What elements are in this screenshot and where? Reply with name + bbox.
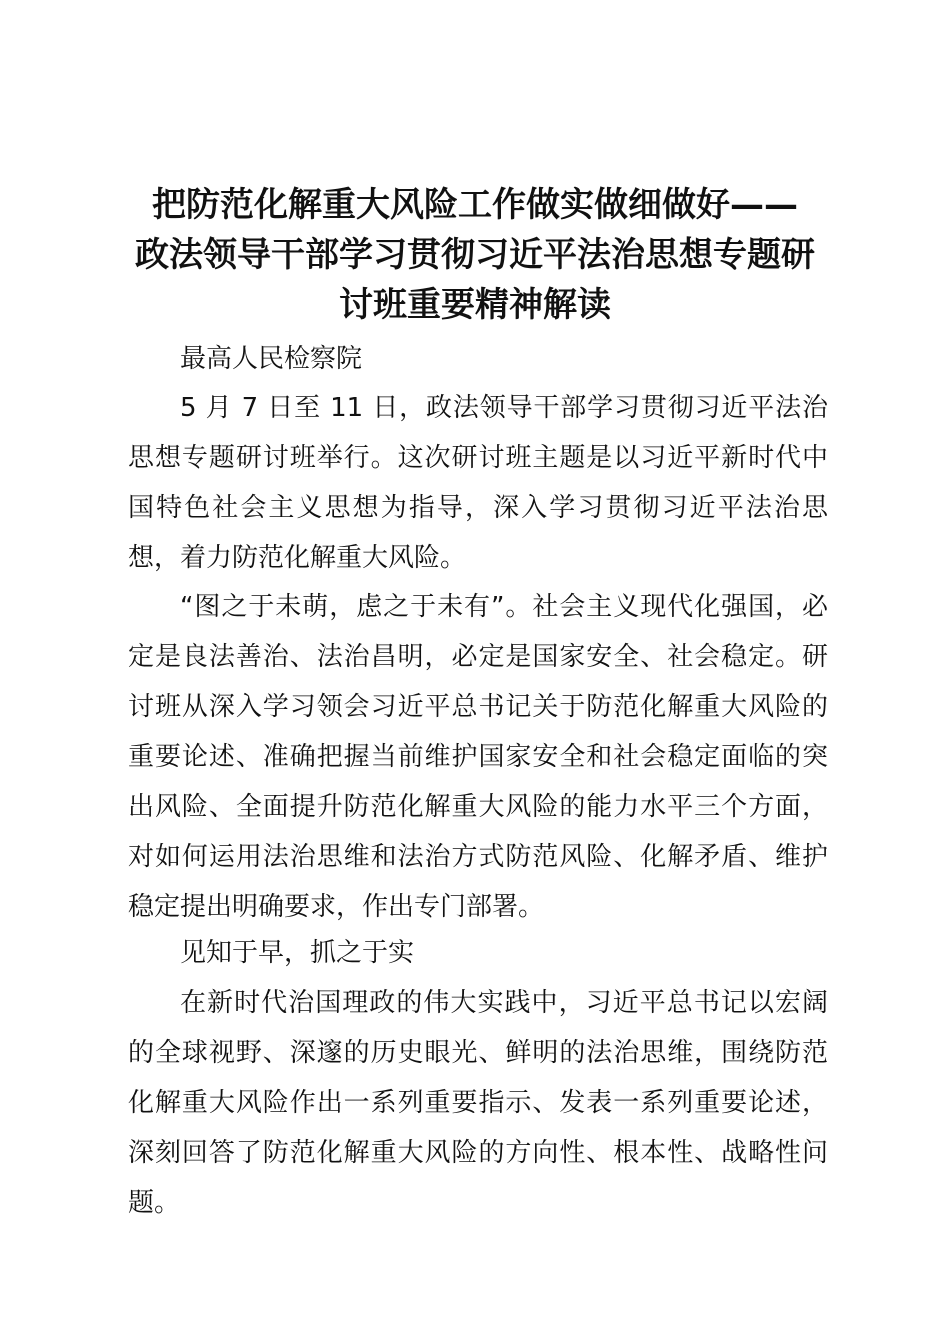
document-author: 最高人民检察院 <box>180 344 363 374</box>
document-title <box>120 180 830 330</box>
paragraph-2: “图之于未萌，虑之于未有”。社会主义现代化强国，必定是良法善治、法治昌明，必定是国家安全、社会稳定。研讨班从深入学习领会习近平总书记关于防范化解重大风险的重要论述、准确把握当前维护国家安全和社会稳定面临的突出风险、全面提升防范化解重大风险的能力水平三个方面，对如何运用法治思维和法治方式防范风险、化解矛盾、维护稳定提出明确要求，作出专门部署。 <box>128 592 828 922</box>
section-paragraph-1: 在新时代治国理政的伟大实践中，习近平总书记以宏阔的全球视野、深邃的历史眼光、鲜明的法治思维，围绕防范化解重大风险作出一系列重要指示、发表一系列重要论述，深刻回答了防范化解重大风险的方向性、根本性、战略性问题。 <box>128 988 828 1218</box>
title-line-1: 把防范化解重大风险工作做实做细做好—— <box>152 185 798 225</box>
paragraph-1: 5 月 7 日至 11 日，政法领导干部学习贯彻习近平法治思想专题研讨班举行。这次研讨班主题是以习近平新时代中国特色社会主义思想为指导，深入学习贯彻习近平法治思想，着力防范化解重大风险。 <box>128 393 828 573</box>
title-line-2: 政法领导干部学习贯彻习近平法治思想专题研 <box>135 235 815 275</box>
title-line-3: 讨班重要精神解读 <box>339 285 611 325</box>
section-heading: 见知于早，抓之于实 <box>180 938 415 968</box>
